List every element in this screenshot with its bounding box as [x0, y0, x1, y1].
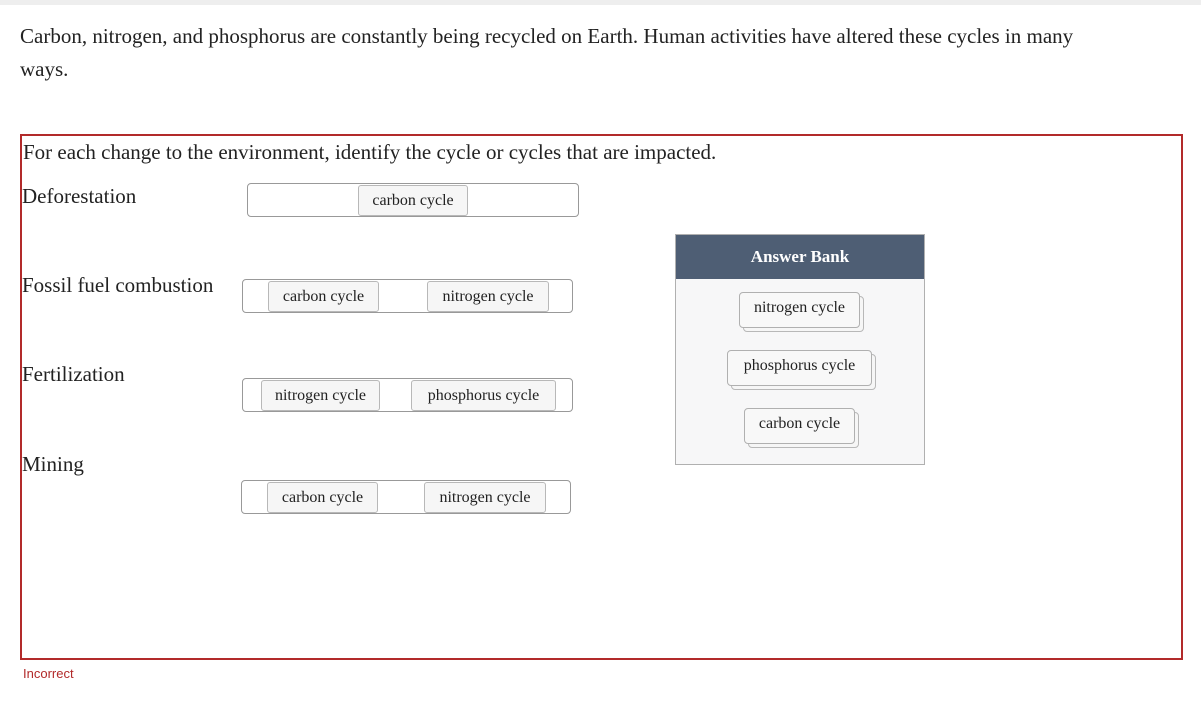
drop-zone-fertilization[interactable]: [242, 378, 573, 412]
bank-item-nitrogen-cycle[interactable]: [739, 292, 860, 328]
row-label-deforestation: Deforestation: [22, 184, 137, 208]
placed-token[interactable]: carbon cycle: [268, 281, 379, 312]
status-message: Incorrect: [23, 666, 74, 681]
placed-token[interactable]: carbon cycle: [358, 185, 468, 216]
answer-bank-title: Answer Bank: [676, 235, 924, 279]
placed-token[interactable]: nitrogen cycle: [424, 482, 546, 513]
bank-item-carbon-cycle[interactable]: [744, 408, 855, 444]
top-divider: [0, 0, 1201, 5]
row-label-fossil-fuel-combustion: Fossil fuel combustion: [22, 273, 214, 297]
bank-token-label[interactable]: nitrogen cycle: [739, 292, 860, 328]
placed-token[interactable]: carbon cycle: [267, 482, 378, 513]
placed-token[interactable]: phosphorus cycle: [411, 380, 556, 411]
question-prompt: For each change to the environment, identify the cycle or cycles that are impacted.: [23, 140, 717, 164]
row-label-mining: Mining: [22, 452, 84, 476]
drop-zone-fossil-fuel-combustion[interactable]: [242, 279, 573, 313]
answer-bank: [675, 234, 925, 465]
bank-item-phosphorus-cycle[interactable]: [727, 350, 872, 386]
row-label-fertilization: Fertilization: [22, 362, 125, 386]
question-box: [20, 134, 1183, 660]
intro-text: Carbon, nitrogen, and phosphorus are constantly being recycled on Earth. Human activities have altered these cycles in many ways.: [20, 24, 1074, 81]
bank-token-label[interactable]: phosphorus cycle: [727, 350, 872, 386]
placed-token[interactable]: nitrogen cycle: [261, 380, 380, 411]
drop-zone-mining[interactable]: [241, 480, 571, 514]
bank-token-label[interactable]: carbon cycle: [744, 408, 855, 444]
drop-zone-deforestation[interactable]: [247, 183, 579, 217]
placed-token[interactable]: nitrogen cycle: [427, 281, 549, 312]
